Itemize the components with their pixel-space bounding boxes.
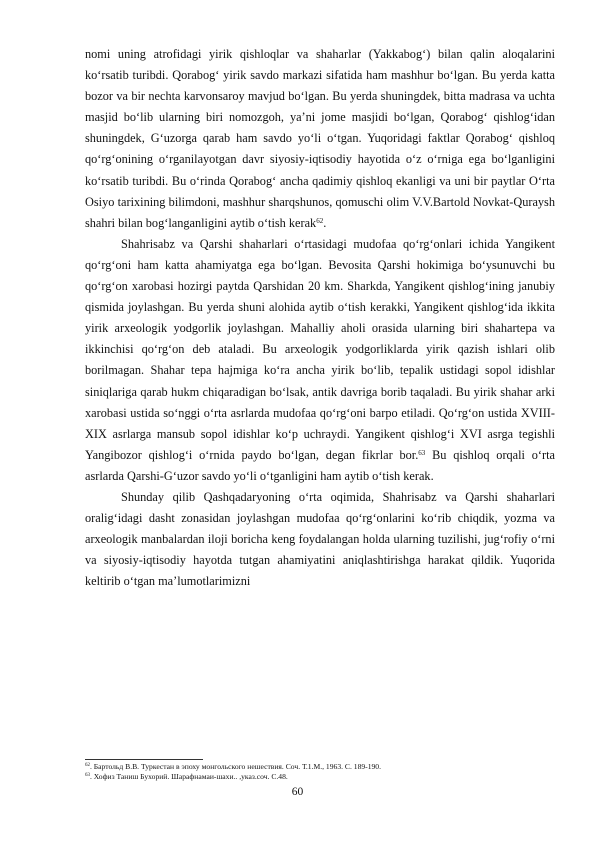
paragraph-1: nomi uning atrofidagi yirik qishloqlar va shaharlar (Yakkabog‘) bilan qalin aloqalarini ko‘rsatib turibdi. Qorabog‘ yirik savdo markazi sifatida ham mashhur bo‘lgan. Bu yerda katta bozor va bir nechta karvonsaroy mavjud bo‘lgan. Bu yerda shuningdek, bitta madrasa va uchta masjid bo‘lib ularning biri nomozgoh, ya’ni jome masjidi bo‘lgan, Qorabog‘ qishlog‘idan shuningdek, G‘uzorga qarab ham savdo yo‘li o‘tgan. Yuqoridagi faktlar Qorabog‘ qishloq qo‘rg‘onining o‘rganilayotgan davr siyosiy-iqtisodiy hayotida o‘z o‘rniga ega bo‘lganligini ko‘rsatib turibdi. Bu o‘rinda Qorabog‘ ancha qadimiy qishloq ekanligi va uni bir paytlar O‘rta Osiyo tarixining bilimdoni, mashhur sharqshunos, qomuschi olim V.V.Bartold Novkat-Quraysh shahri bilan bog‘langanligini aytib o‘tish kerak$^{62}$.: [85, 47, 555, 230]
paragraph-2: Shahrisabz va Qarshi shaharlari o‘rtasidagi mudofaa qo‘rg‘onlari ichida Yangikent qo‘rg‘oni ham katta ahamiyatga ega bo‘lgan. Bevosita Qarshi hokimiga bo‘ysunuvchi bu qo‘rg‘on xarobasi hozirgi paytda Qarshidan 20 km. Sharkda, Yangikent qishlog‘ining janubiy qismida joylashgan. Bu yerda shuni alohida aytib o‘tish kerakki, Yangikent qishlog‘ida ikkita yirik arxeologik yodgorlik joylashgan. Mahalliy aholi orasida ularning biri shahartepa va ikkinchisi qo‘rg‘on deb ataladi. Bu arxeologik yodgorliklarda yirik qazish ishlari olib borilmagan. Shahar tepa hajmiga ko‘ra ancha yirik bo‘lib, tepalik ustidagi sopol idishlar siniqlariga qarab hukm chiqaradigan bo‘lsak, antik davriga borib taqaladi. Bu yirik shahar arki xarobasi ustida so‘nggi o‘rta asrlarda mudofaa qo‘rg‘oni barpo etiladi. Qo‘rg‘on ustida XVIII-XIX asrlarga mansub sopol idishlar ko‘p uchraydi. Yangikent qishlog‘i XVI asrga tegishli Yangibozor qishlog‘i o‘rnida paydo bo‘lgan, degan fikrlar bor.$^{63}$ Bu qishloq orqali o‘rta asrlarda Qarshi-G‘uzor savdo yo‘li o‘tganligini ham aytib o‘tish kerak.: [85, 236, 555, 483]
body-text: [85, 44, 555, 592]
page-number: 60: [291, 786, 304, 798]
footnotes: [85, 762, 555, 782]
footnote-ref-62: 62: [316, 216, 324, 225]
footnote-separator: [85, 759, 203, 760]
footnote-62: $^{62}$. Бартольд В.В. Туркестан в эпоху монгольского нешествия. Соч. Т.1.М., 1963. С. 189-190.: [85, 762, 381, 771]
paragraph-3: Shunday qilib Qashqadaryoning o‘rta oqimida, Shahrisabz va Qarshi shaharlari oralig‘idagi dasht zonasidan joylashgan mudofaa qo‘rg‘onlarini ko‘rib chiqdik, yozma va arxeologik manbalardan iloji boricha keng foydalangan holda ularning tuzilishi, jug‘rofiy o‘rni va siyosiy-iqtisodiy hayotda tutgan ahamiyatini aniqlashtirishga harakat qildik. Yuqorida keltirib o‘tgan ma’lumotlarimizni: [85, 489, 555, 589]
footnote-ref-63: 63: [418, 448, 426, 457]
footnote-63: $^{63}$. Хофиз Таниш Бухорий. Шарафнамаи-шахи.. ,указ.соч. С.48.: [85, 772, 288, 781]
